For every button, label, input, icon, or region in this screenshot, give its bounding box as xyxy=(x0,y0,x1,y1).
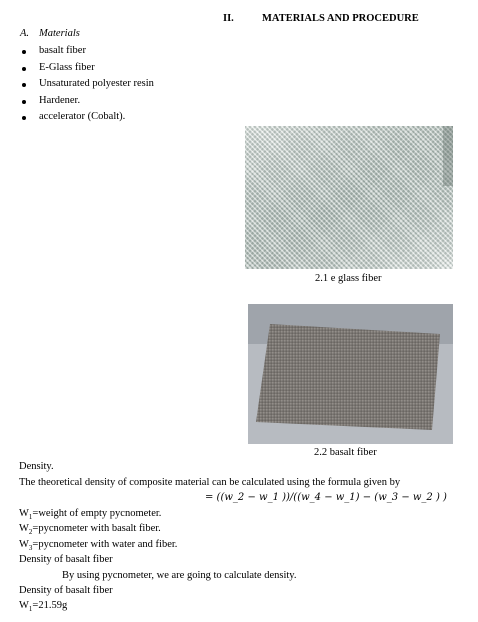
method-text: By using pycnometer, we are going to calculate density. xyxy=(62,570,297,581)
section-title: MATERIALS AND PROCEDURE xyxy=(262,13,419,24)
basalt-texture xyxy=(248,304,453,444)
basalt-density-heading-2: Density of basalt fiber xyxy=(19,585,113,596)
definition-symbol: W xyxy=(19,523,29,534)
list-item: Hardener. xyxy=(20,93,154,110)
value-symbol: W xyxy=(19,600,29,611)
definition-text: =weight of empty pycnometer. xyxy=(32,508,162,519)
figure-caption-basalt: 2.2 basalt fiber xyxy=(314,447,377,458)
list-item: accelerator (Cobalt). xyxy=(20,109,154,126)
list-item: E-Glass fiber xyxy=(20,60,154,77)
section-number: II. xyxy=(223,13,234,24)
basalt-fiber-photo xyxy=(248,304,453,444)
definition-symbol: W xyxy=(19,539,29,550)
definition-subscript: 2 xyxy=(28,528,33,537)
definition-text: =pycnometer with basalt fiber. xyxy=(32,523,161,534)
definition-symbol: W xyxy=(19,508,29,519)
list-item: Unsaturated polyester resin xyxy=(20,76,154,93)
e-glass-texture xyxy=(245,126,453,269)
subsection-title: Materials xyxy=(39,28,80,39)
definition-subscript: 3 xyxy=(28,544,33,553)
definition-text: =pycnometer with water and fiber. xyxy=(32,539,178,550)
definition-w3 xyxy=(19,539,177,552)
value-subscript: 1 xyxy=(28,605,33,614)
definition-w2 xyxy=(19,523,161,536)
basalt-density-heading: Density of basalt fiber xyxy=(19,554,113,565)
density-heading: Density. xyxy=(19,461,54,472)
e-glass-fiber-photo xyxy=(245,126,453,269)
value-text: =21.59g xyxy=(32,600,68,611)
definition-w1 xyxy=(19,508,161,521)
density-intro: The theoretical density of composite material can be calculated using the formula given by xyxy=(19,477,401,488)
density-formula: = ((w_2 − w_1 ))/((w_4 − w_1) − (w_3 − w_2 ) ) xyxy=(205,492,447,503)
materials-list xyxy=(20,43,154,126)
list-item: basalt fiber xyxy=(20,43,154,60)
definition-subscript: 1 xyxy=(28,513,33,522)
figure-caption-e-glass: 2.1 e glass fiber xyxy=(315,273,382,284)
w1-value xyxy=(19,600,67,613)
subsection-label: A. xyxy=(20,28,30,39)
